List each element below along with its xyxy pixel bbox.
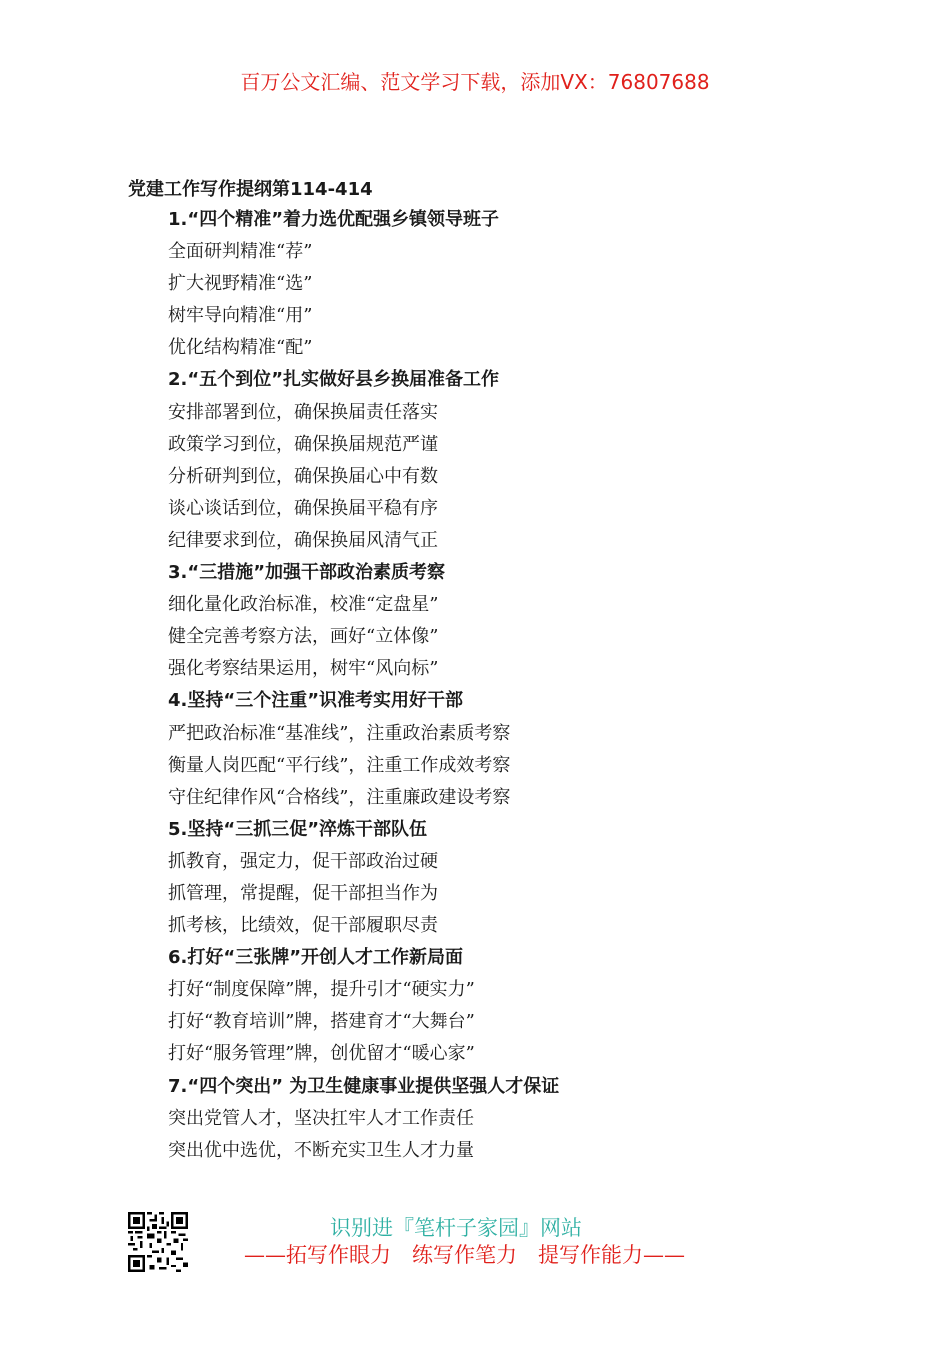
outline-item: 分析研判到位，确保换届心中有数 [168, 465, 438, 487]
outline-item: 打好“服务管理”牌，创优留才“暖心家” [168, 1043, 475, 1065]
outline-item: 抓管理，常提醒，促干部担当作为 [168, 882, 438, 904]
outline-content [168, 204, 868, 1167]
section-heading: 3.“三措施”加强干部政治素质考察 [168, 562, 446, 584]
section-heading: 2.“五个到位”扎实做好县乡换届准备工作 [168, 369, 500, 391]
outline-item: 打好“教育培训”牌，搭建育才“大舞台” [168, 1011, 475, 1033]
section-heading: 1.“四个精准”着力选优配强乡镇领导班子 [168, 209, 500, 230]
outline-item: 安排部署到位，确保换届责任落实 [168, 401, 438, 423]
outline-item: 抓教育，强定力，促干部政治过硬 [168, 850, 438, 872]
outline-item: 打好“制度保障”牌，提升引才“硬实力” [168, 979, 475, 1001]
outline-item: 谈心谈话到位，确保换届平稳有序 [168, 497, 438, 519]
outline-item: 守住纪律作风“合格线”，注重廉政建设考察 [168, 786, 511, 808]
outline-item: 纪律要求到位，确保换届风清气正 [168, 529, 438, 551]
outline-item: 强化考察结果运用，树牢“风向标” [168, 658, 439, 680]
outline-item: 优化结构精准“配” [168, 337, 313, 359]
outline-item: 突出优中选优，不断充实卫生人才力量 [168, 1139, 474, 1161]
outline-item: 衡量人岗匹配“平行线”，注重工作成效考察 [168, 754, 511, 776]
outline-item: 扩大视野精准“选” [168, 273, 313, 295]
watermark-header: 百万公文汇编、范文学习下载，添加VX：76807688 [240, 70, 710, 94]
footer-slogan-line: ——拓写作眼力 练写作笔力 提写作能力—— [244, 1243, 685, 1267]
outline-item: 树牢导向精准“用” [168, 305, 313, 327]
outline-item: 政策学习到位，确保换届规范严谨 [168, 433, 438, 455]
outline-item: 全面研判精准“荐” [168, 241, 313, 263]
section-heading: 7.“四个突出” 为卫生健康事业提供坚强人才保证 [168, 1075, 560, 1097]
document-title: 党建工作写作提纲第114-414 [128, 179, 373, 200]
section-heading: 6.打好“三张牌”开创人才工作新局面 [168, 947, 464, 969]
outline-item: 抓考核，比绩效，促干部履职尽责 [168, 915, 438, 937]
section-heading: 5.坚持“三抓三促”淬炼干部队伍 [168, 818, 428, 840]
outline-item: 严把政治标准“基准线”，注重政治素质考察 [168, 722, 511, 744]
qr-code-icon [128, 1212, 188, 1272]
section-heading: 4.坚持“三个注重”识准考实用好干部 [168, 690, 464, 712]
outline-item: 健全完善考察方法，画好“立体像” [168, 626, 439, 648]
outline-item: 细化量化政治标准，校准“定盘星” [168, 594, 439, 616]
outline-item: 突出党管人才，坚决扛牢人才工作责任 [168, 1107, 474, 1129]
footer-site-line: 识别进『笔杆子家园』网站 [330, 1216, 582, 1240]
